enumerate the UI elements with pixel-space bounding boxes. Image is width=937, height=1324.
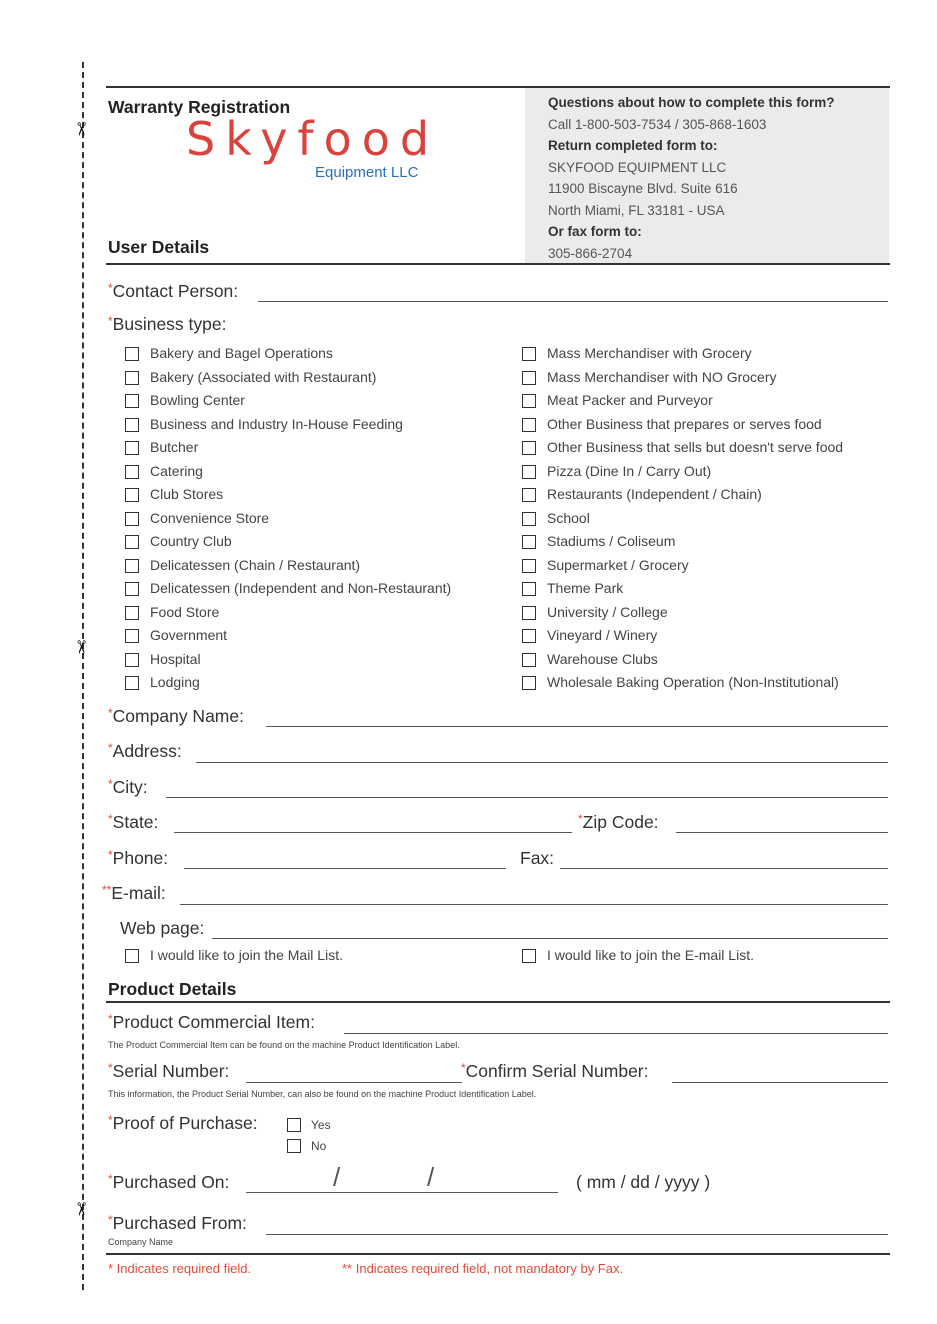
zip-label: *Zip Code: (578, 812, 659, 832)
proof-no-label: No (311, 1139, 327, 1153)
contact-person-input[interactable] (258, 301, 888, 302)
business-type-checkbox[interactable] (125, 488, 139, 502)
serial-note: This information, the Product Serial Number, can also be found on the machine Product Identification Label. (108, 1089, 537, 1099)
business-type-option-label: Pizza (Dine In / Carry Out) (547, 462, 712, 479)
logo-subtitle: Equipment LLC (315, 164, 419, 181)
zip-input[interactable] (676, 832, 888, 833)
business-type-option-label: Supermarket / Grocery (547, 556, 689, 573)
business-type-checkbox[interactable] (522, 535, 536, 549)
section-user-details: User Details (108, 237, 210, 257)
business-type-checkbox[interactable] (522, 559, 536, 573)
business-type-checkbox[interactable] (522, 676, 536, 690)
info-fax-label: Or fax form to: (548, 224, 642, 239)
business-type-option-label: Stadiums / Coliseum (547, 533, 676, 549)
web-page-input[interactable] (212, 938, 888, 939)
info-phone: Call 1-800-503-7534 / 305-868-1603 (548, 116, 767, 132)
business-type-option-label: Wholesale Baking Operation (Non-Institutional) (547, 674, 839, 690)
contact-info (548, 92, 835, 264)
business-type-option-label: Warehouse Clubs (547, 650, 658, 667)
serial-number-label: *Serial Number: (108, 1061, 230, 1081)
business-type-checkbox[interactable] (522, 582, 536, 596)
business-type-option-label: Mass Merchandiser with NO Grocery (547, 368, 777, 385)
business-type-checkbox[interactable] (522, 347, 536, 361)
business-type-option-label: Butcher (150, 439, 199, 455)
proof-yes-checkbox[interactable] (287, 1118, 301, 1132)
business-type-option-label: Delicatessen (Chain / Restaurant) (150, 556, 361, 573)
business-type-option-label: Business and Industry In-House Feeding (150, 415, 403, 432)
info-company: SKYFOOD EQUIPMENT LLC (548, 159, 727, 175)
date-separator-1: / (333, 1162, 341, 1192)
business-type-option-label: Government (150, 627, 228, 643)
proof-yes-label: Yes (311, 1118, 331, 1132)
state-input[interactable] (174, 832, 572, 833)
phone-input[interactable] (184, 868, 506, 869)
business-type-checkbox[interactable] (125, 676, 139, 690)
business-type-checkbox[interactable] (125, 394, 139, 408)
company-name-hint: Company Name (108, 1237, 174, 1247)
business-type-option-label: Catering (150, 462, 203, 479)
business-type-checkbox[interactable] (125, 347, 139, 361)
business-type-checkbox[interactable] (522, 418, 536, 432)
fax-label: Fax: (520, 848, 555, 868)
business-type-checkbox[interactable] (125, 465, 139, 479)
email-list-label: I would like to join the E-mail List. (547, 947, 754, 963)
business-type-checkbox[interactable] (125, 418, 139, 432)
business-type-checkbox[interactable] (522, 394, 536, 408)
business-type-option-label: Restaurants (Independent / Chain) (547, 486, 762, 502)
serial-number-input[interactable] (246, 1082, 462, 1083)
proof-of-purchase-label: *Proof of Purchase: (108, 1113, 258, 1133)
business-type-checkbox[interactable] (125, 441, 139, 455)
business-type-option-label: School (547, 509, 590, 526)
business-type-option-label: Lodging (150, 674, 200, 690)
info-question: Questions about how to complete this form? (548, 95, 835, 110)
business-type-option-label: Mass Merchandiser with Grocery (547, 345, 752, 361)
contact-person-label: *Contact Person: (108, 281, 239, 301)
fax-input[interactable] (560, 868, 888, 869)
required-fax-note: ** Indicates required field, not mandatory by Fax. (342, 1261, 624, 1276)
business-type-checkbox[interactable] (522, 488, 536, 502)
business-type-option-label: Delicatessen (Independent and Non-Restaurant) (150, 580, 452, 596)
business-type-option-label: Club Stores (150, 486, 224, 502)
business-type-label: *Business type: (108, 314, 227, 334)
product-item-note: The Product Commercial Item can be found on the machine Product Identification Label. (108, 1040, 460, 1050)
info-street: 11900 Biscayne Blvd. Suite 616 (548, 181, 738, 196)
mail-list-checkbox[interactable] (125, 949, 139, 963)
business-type-checkbox[interactable] (125, 371, 139, 385)
user-details-rule (106, 263, 890, 265)
footer-rule (106, 1253, 890, 1255)
business-type-checkbox[interactable] (522, 512, 536, 526)
purchased-on-label: *Purchased On: (108, 1172, 230, 1192)
city-input[interactable] (166, 797, 888, 798)
business-type-checkbox[interactable] (125, 582, 139, 596)
product-item-label: *Product Commercial Item: (108, 1012, 315, 1032)
address-label: *Address: (108, 741, 182, 761)
business-type-checkbox[interactable] (125, 653, 139, 667)
logo (186, 112, 439, 170)
business-type-option-label: Convenience Store (150, 509, 270, 526)
business-type-option-label: Other Business that prepares or serves food (547, 415, 822, 432)
confirm-serial-label: *Confirm Serial Number: (461, 1061, 649, 1081)
business-type-option-label: Vineyard / Winery (547, 627, 658, 643)
email-input[interactable] (180, 904, 888, 905)
scissors-icon: ✂ (70, 1201, 91, 1217)
business-type-option-label: Bakery and Bagel Operations (150, 345, 333, 361)
address-input[interactable] (196, 762, 888, 763)
business-type-option-label: Hospital (150, 650, 201, 667)
business-type-option-label: Theme Park (547, 580, 624, 596)
required-field-note: * Indicates required field. (108, 1261, 252, 1276)
business-type-checkbox[interactable] (522, 371, 536, 385)
cut-line (82, 62, 84, 1290)
date-format-hint: ( mm / dd / yyyy ) (576, 1172, 711, 1192)
business-type-option-label: Bowling Center (150, 392, 245, 408)
business-type-option-label: Bakery (Associated with Restaurant) (150, 368, 377, 385)
info-fax: 305-866-2704 (548, 245, 633, 261)
date-separator-2: / (427, 1162, 435, 1192)
business-type-checkbox[interactable] (522, 653, 536, 667)
business-type-checkbox[interactable] (522, 441, 536, 455)
purchase-date-input[interactable] (246, 1192, 558, 1193)
info-return-label: Return completed form to: (548, 138, 718, 153)
phone-label: *Phone: (108, 848, 169, 868)
info-city: North Miami, FL 33181 - USA (548, 202, 725, 218)
business-type-option-label: University / College (547, 603, 668, 620)
business-type-checkbox[interactable] (125, 559, 139, 573)
email-label: **E-mail: (102, 883, 166, 903)
business-type-option-label: Meat Packer and Purveyor (547, 392, 713, 408)
business-type-checkbox[interactable] (522, 465, 536, 479)
web-page-label: Web page: (120, 918, 205, 938)
company-name-input[interactable] (266, 726, 888, 727)
product-details-rule (106, 1001, 890, 1003)
email-list-checkbox[interactable] (522, 949, 536, 963)
form-title: Warranty Registration (108, 97, 291, 117)
proof-no-checkbox[interactable] (287, 1139, 301, 1153)
state-label: *State: (108, 812, 159, 832)
mail-list-label: I would like to join the Mail List. (150, 947, 343, 963)
product-item-input[interactable] (344, 1033, 888, 1034)
purchased-from-label: *Purchased From: (108, 1213, 247, 1233)
section-product-details: Product Details (108, 979, 237, 999)
city-label: *City: (108, 777, 148, 797)
confirm-serial-input[interactable] (672, 1082, 888, 1083)
scissors-icon: ✂ (70, 121, 91, 137)
business-type-checkbox[interactable] (125, 606, 139, 620)
business-type-option-label: Country Club (150, 533, 232, 549)
logo-brand: Skyfood (186, 112, 440, 166)
business-type-checkbox[interactable] (125, 629, 139, 643)
business-type-option-label: Other Business that sells but doesn't serve food (547, 439, 844, 455)
business-type-option-label: Food Store (150, 603, 220, 620)
business-type-checkbox[interactable] (522, 606, 536, 620)
company-name-label: *Company Name: (108, 706, 244, 726)
business-type-checkbox[interactable] (125, 512, 139, 526)
business-type-checkbox[interactable] (522, 629, 536, 643)
scissors-icon: ✂ (70, 639, 91, 655)
purchased-from-input[interactable] (266, 1234, 888, 1235)
business-type-checkbox[interactable] (125, 535, 139, 549)
